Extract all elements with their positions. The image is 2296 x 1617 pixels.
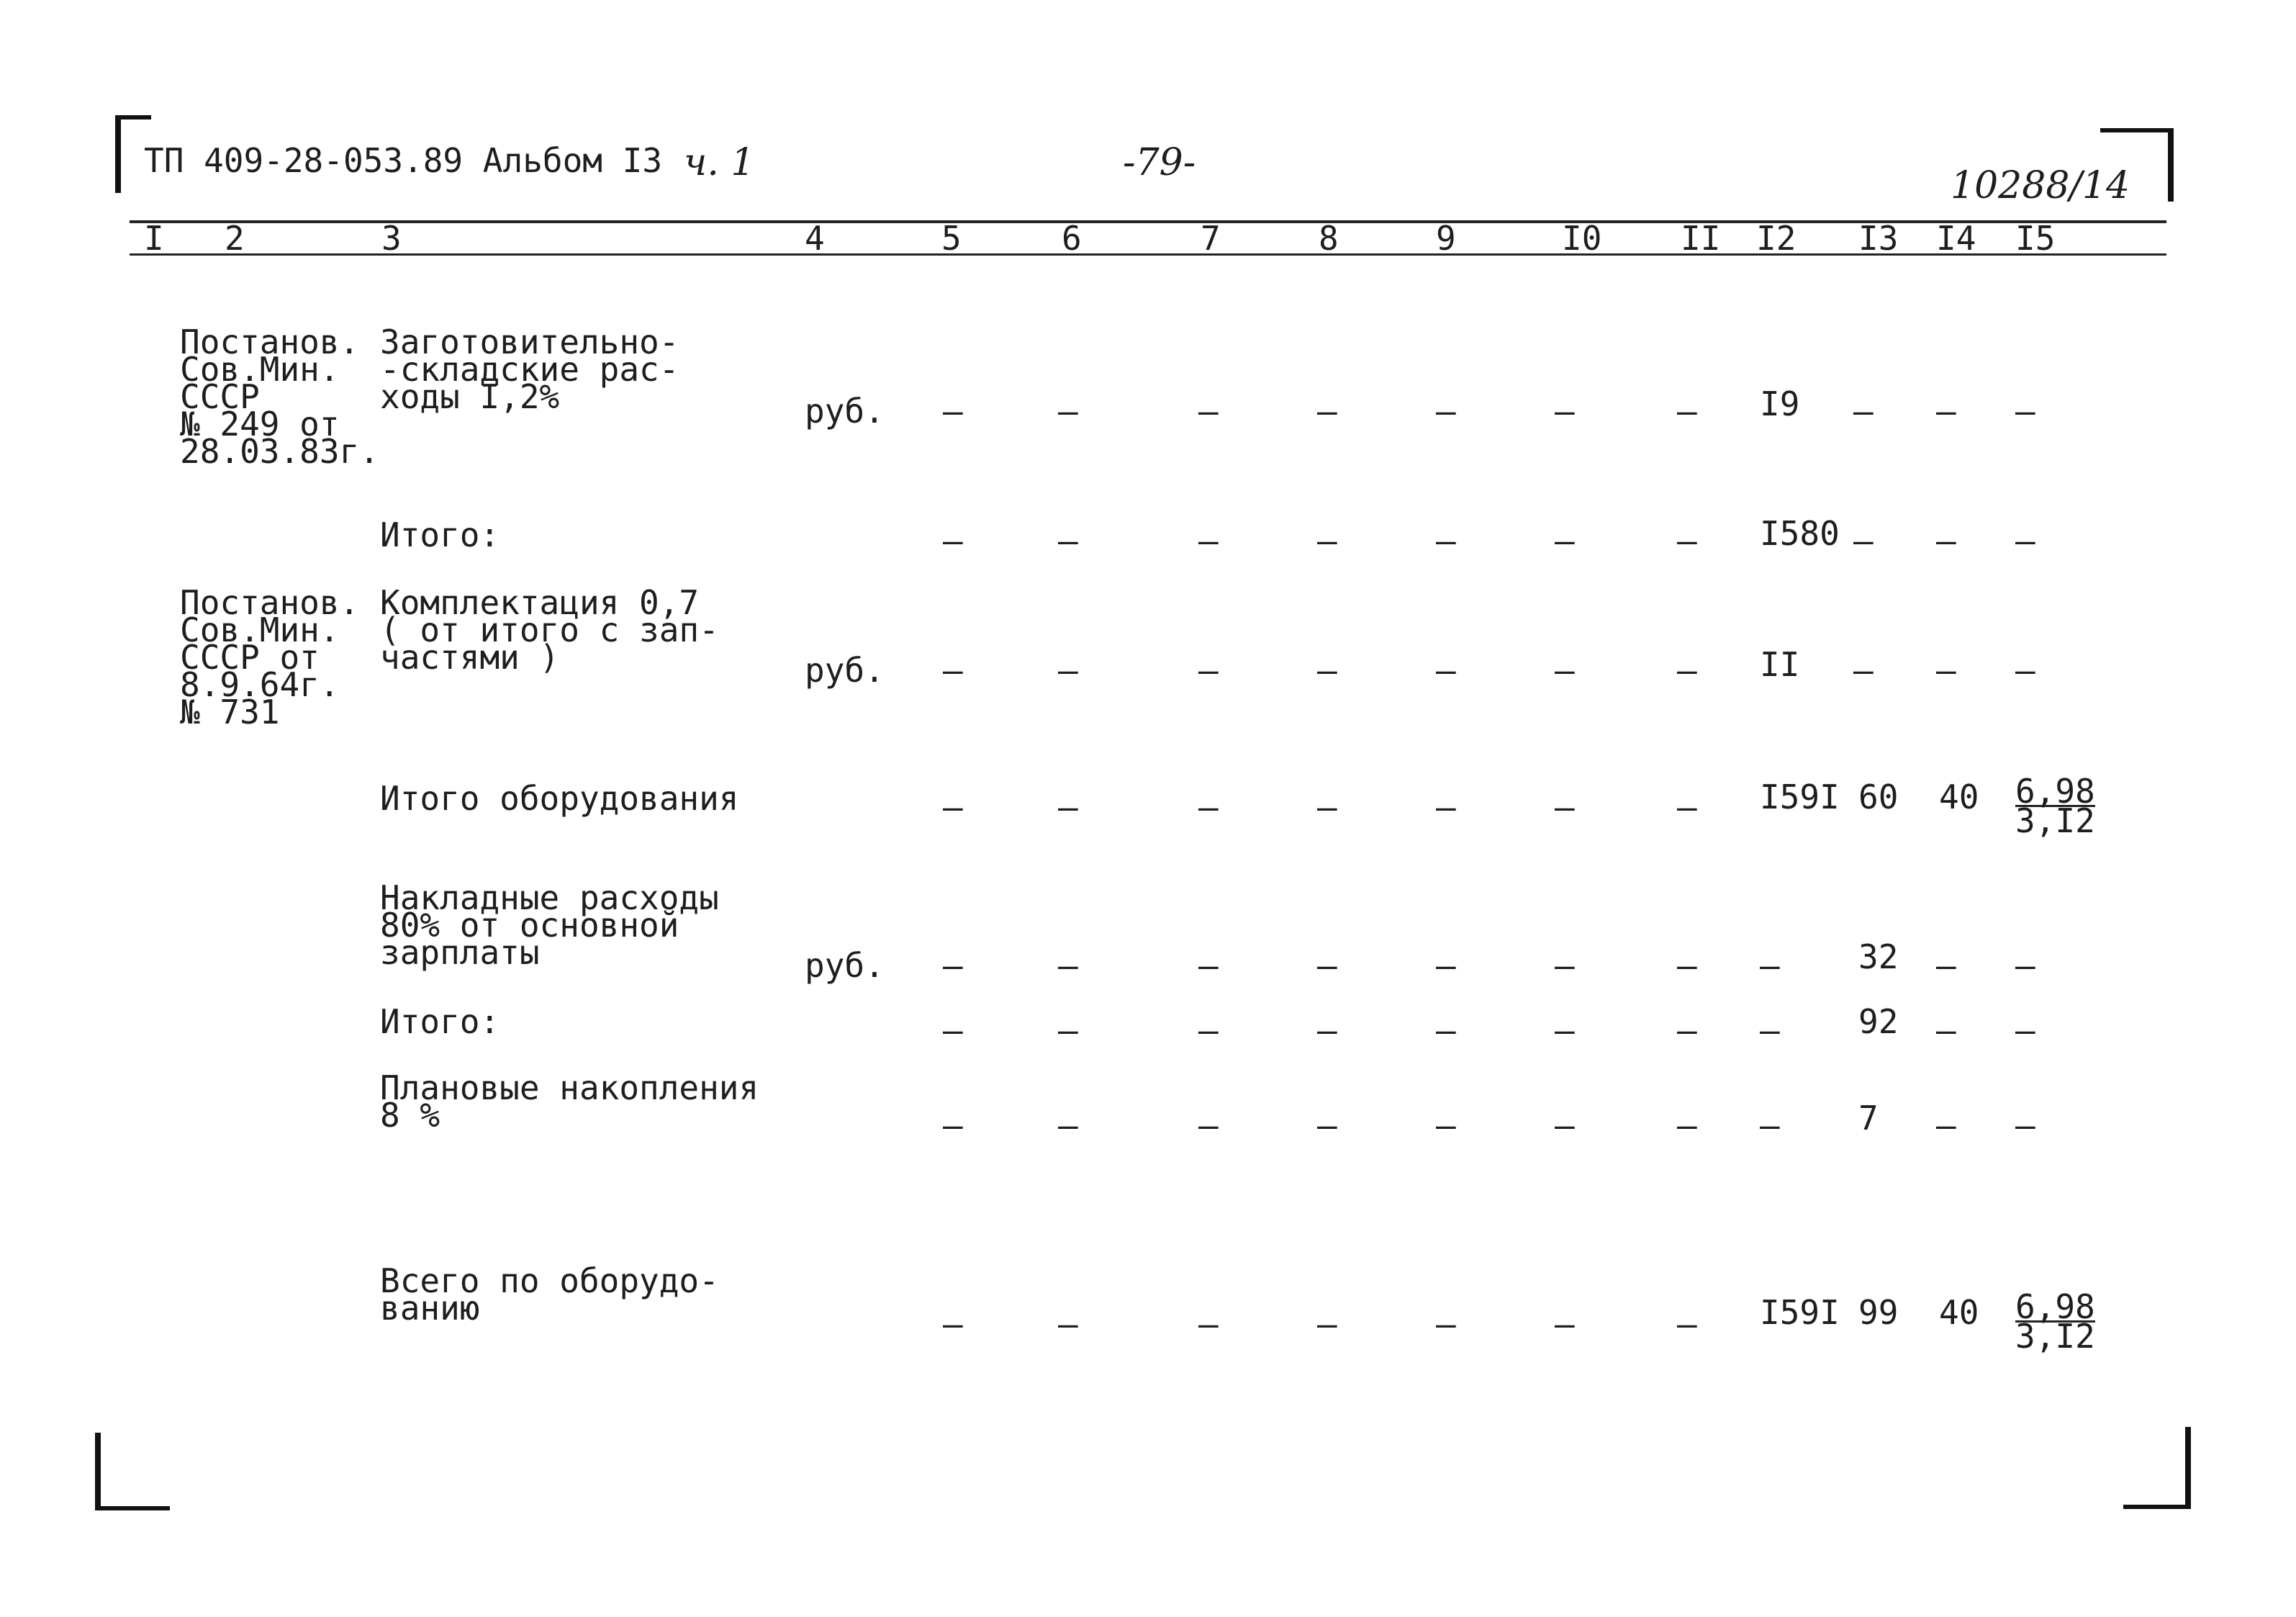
cell-col6: – xyxy=(1058,1106,1078,1145)
cell-col12: – xyxy=(1760,1106,1780,1145)
fraction-denominator: 3,I2 xyxy=(2015,1317,2095,1356)
cell-col9: – xyxy=(1436,392,1456,431)
fraction-denominator: 3,I2 xyxy=(2015,801,2095,840)
column-number-13: I3 xyxy=(1858,219,1899,258)
cell-col7: – xyxy=(1198,788,1219,826)
column-number-6: 6 xyxy=(1062,219,1082,258)
cell-col14: 40 xyxy=(1939,778,1979,816)
cell-col12: – xyxy=(1760,946,1780,985)
cell-col15: – xyxy=(2015,1106,2035,1145)
cell-col10: – xyxy=(1555,651,1575,690)
column-number-9: 9 xyxy=(1436,219,1456,258)
cell-col14: – xyxy=(1936,651,1956,690)
cell-col6: – xyxy=(1058,392,1078,431)
cell-col7: – xyxy=(1198,651,1219,690)
cell-col14: – xyxy=(1936,521,1956,560)
cell-col11: – xyxy=(1677,651,1697,690)
corner-bracket-bottom-left xyxy=(95,1506,170,1510)
cell-col12: – xyxy=(1760,1011,1780,1050)
cell-col10: – xyxy=(1555,1011,1575,1050)
cell-col5: – xyxy=(943,1011,963,1050)
reference-document: Постанов. Сов.Мин. СССР от 8.9.64г. № 731 xyxy=(180,583,360,731)
cell-col7: – xyxy=(1198,946,1219,985)
cell-col13: – xyxy=(1853,651,1874,690)
unit-cell: руб. xyxy=(805,392,885,431)
cell-col7: – xyxy=(1198,1305,1219,1343)
item-description: Комплектация 0,7 ( от итого с зап- частями ) xyxy=(380,583,719,677)
cell-col8: – xyxy=(1317,651,1337,690)
corner-bracket-bottom-right xyxy=(2185,1427,2191,1508)
unit-cell: руб. xyxy=(805,946,885,985)
cell-col10: – xyxy=(1555,946,1575,985)
cell-col9: – xyxy=(1436,788,1456,826)
cell-col13: 92 xyxy=(1858,1002,1899,1041)
cell-col15-fraction xyxy=(2015,772,2095,840)
cell-col8: – xyxy=(1317,1011,1337,1050)
cell-col15-fraction xyxy=(2015,1287,2095,1356)
corner-bracket-top-right xyxy=(2100,128,2172,132)
cell-col12: I59I xyxy=(1760,1293,1840,1332)
cell-col6: – xyxy=(1058,1011,1078,1050)
column-number-11: II xyxy=(1681,219,1721,258)
cell-col6: – xyxy=(1058,651,1078,690)
cell-col6: – xyxy=(1058,521,1078,560)
column-number-10: I0 xyxy=(1562,219,1602,258)
document-code: ТП 409-28-053.89 Альбом I3 xyxy=(144,141,663,180)
cell-col11: – xyxy=(1677,392,1697,431)
cell-col15: – xyxy=(2015,651,2035,690)
cell-col14: – xyxy=(1936,946,1956,985)
cell-col7: – xyxy=(1198,1011,1219,1050)
cell-col10: – xyxy=(1555,788,1575,826)
column-number-1: I xyxy=(144,219,164,258)
column-number-2: 2 xyxy=(225,219,245,258)
cell-col8: – xyxy=(1317,1305,1337,1343)
cell-col12: I580 xyxy=(1760,514,1840,553)
column-number-15: I5 xyxy=(2015,219,2056,258)
cell-col13: 7 xyxy=(1858,1099,1879,1138)
cell-col15: – xyxy=(2015,1011,2035,1050)
cell-col9: – xyxy=(1436,1011,1456,1050)
cell-col5: – xyxy=(943,1106,963,1145)
column-number-12: I2 xyxy=(1756,219,1796,258)
cell-col14: – xyxy=(1936,1106,1956,1145)
cell-col8: – xyxy=(1317,788,1337,826)
cell-col12: I9 xyxy=(1760,384,1800,423)
cell-col6: – xyxy=(1058,1305,1078,1343)
column-number-4: 4 xyxy=(805,219,825,258)
cell-col11: – xyxy=(1677,946,1697,985)
cell-col5: – xyxy=(943,946,963,985)
item-description: Всего по оборудо- ванию xyxy=(380,1261,719,1328)
corner-bracket-top-left xyxy=(115,115,151,120)
item-description: Плановые накопления 8 % xyxy=(380,1068,759,1135)
cell-col10: – xyxy=(1555,392,1575,431)
cell-col9: – xyxy=(1436,651,1456,690)
cell-col8: – xyxy=(1317,1106,1337,1145)
cell-col11: – xyxy=(1677,521,1697,560)
item-description: Заготовительно- -складские рас- ходы I,2% xyxy=(380,323,679,416)
item-description: Накладные расходы 80% от основной зарплаты xyxy=(380,878,719,972)
cell-col9: – xyxy=(1436,1305,1456,1343)
cell-col15: – xyxy=(2015,946,2035,985)
column-number-5: 5 xyxy=(941,219,962,258)
fraction-numerator: 6,98 xyxy=(2015,772,2095,811)
item-description: Итого: xyxy=(380,515,500,554)
item-description: Итого оборудования xyxy=(380,779,739,818)
cell-col8: – xyxy=(1317,521,1337,560)
cell-col12: II xyxy=(1760,645,1800,684)
cell-col13: – xyxy=(1853,521,1874,560)
fraction-numerator: 6,98 xyxy=(2015,1287,2095,1326)
cell-col5: – xyxy=(943,788,963,826)
cell-col13: 60 xyxy=(1858,778,1899,816)
cell-col7: – xyxy=(1198,392,1219,431)
cell-col13: 99 xyxy=(1858,1293,1899,1332)
cell-col5: – xyxy=(943,651,963,690)
sheet-number: 10288/14 xyxy=(1951,164,2130,207)
cell-col10: – xyxy=(1555,521,1575,560)
cell-col11: – xyxy=(1677,1305,1697,1343)
corner-bracket-bottom-left xyxy=(95,1433,101,1509)
cell-col15: – xyxy=(2015,392,2035,431)
cell-col13: – xyxy=(1853,392,1874,431)
cell-col10: – xyxy=(1555,1305,1575,1343)
cell-col7: – xyxy=(1198,1106,1219,1145)
item-description: Итого: xyxy=(380,1002,500,1041)
column-number-7: 7 xyxy=(1201,219,1221,258)
cell-col11: – xyxy=(1677,1011,1697,1050)
column-number-8: 8 xyxy=(1319,219,1339,258)
cell-col14: – xyxy=(1936,392,1956,431)
corner-bracket-top-left xyxy=(115,115,121,193)
cell-col5: – xyxy=(943,521,963,560)
corner-bracket-bottom-right xyxy=(2123,1505,2191,1509)
cell-col15: – xyxy=(2015,521,2035,560)
cell-col11: – xyxy=(1677,788,1697,826)
cell-col7: – xyxy=(1198,521,1219,560)
corner-bracket-top-right xyxy=(2168,128,2174,202)
cell-col12: I59I xyxy=(1760,778,1840,816)
cell-col8: – xyxy=(1317,946,1337,985)
album-part: ч. 1 xyxy=(684,141,755,184)
cell-col6: – xyxy=(1058,946,1078,985)
cell-col10: – xyxy=(1555,1106,1575,1145)
cell-col5: – xyxy=(943,392,963,431)
reference-document: Постанов. Сов.Мин. СССР № 249 от 28.03.83г. xyxy=(180,323,379,471)
cell-col11: – xyxy=(1677,1106,1697,1145)
cell-col9: – xyxy=(1436,521,1456,560)
cell-col14: – xyxy=(1936,1011,1956,1050)
cell-col6: – xyxy=(1058,788,1078,826)
column-number-3: 3 xyxy=(381,219,402,258)
column-number-14: I4 xyxy=(1936,219,1976,258)
cell-col5: – xyxy=(943,1305,963,1343)
cell-col9: – xyxy=(1436,1106,1456,1145)
unit-cell: руб. xyxy=(805,651,885,690)
cell-col8: – xyxy=(1317,392,1337,431)
cell-col13: 32 xyxy=(1858,937,1899,976)
page-number: -79- xyxy=(1123,141,1196,184)
cell-col14: 40 xyxy=(1939,1293,1979,1332)
cell-col9: – xyxy=(1436,946,1456,985)
